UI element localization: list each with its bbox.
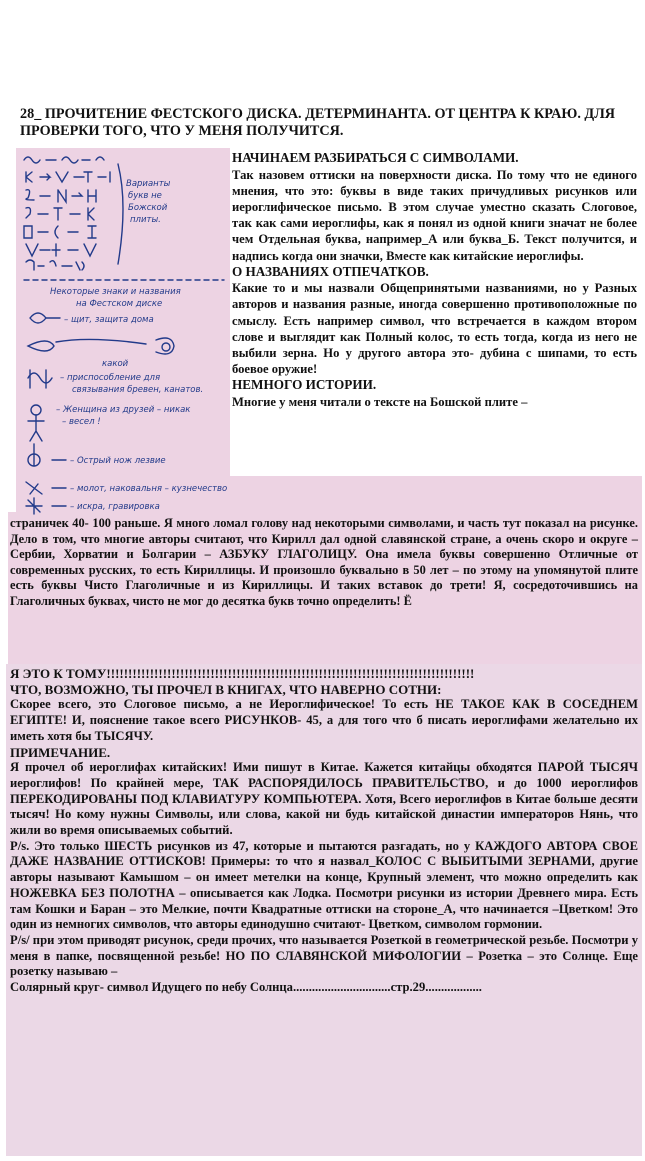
right-column — [232, 150, 637, 410]
handwritten-sketch — [16, 148, 230, 516]
sketch-note-variants-3: Божской — [128, 203, 168, 213]
section-heading: ЧТО, ВОЗМОЖНО, ТЫ ПРОЧЕЛ В КНИГАХ, ЧТО НАВЕРНО СОТНИ: — [10, 681, 442, 697]
section-text: Так назовем оттиски на поверхности диска. По тому что не единого мнения, что это: буквы в виде таких причудливых рисунков или иероглифическое письмо. В этом случае уместно сказать Слоговое, так как сами иероглифы, как я понял из одной книги значат не более чем Отдельная буква, например_А или буква_Б. Текст получится, и надпись когда они значки, Вместе как китайские иероглифы. — [232, 167, 637, 263]
glyph-row-icon — [24, 157, 104, 163]
history-paragraph — [10, 516, 638, 610]
sketch-drawing — [16, 148, 230, 516]
shield-icon — [30, 313, 60, 323]
woman-figure-icon — [28, 405, 44, 441]
section-text: Я прочел об иероглифах китайских! Ими пишут в Китае. Кажется китайцы обходятся ПАРОЙ ТЫСЯЧ иероглифов! По крайней мере, ТАК РАСПОРЯДИЛОСЬ ПРАВИТЕЛЬСТВО, и до 1000 иероглифов ПЕРЕКОДИРОВАНЫ ПОД КЛАВИАТУРУ КОМПЬЮТЕРА. Хотя, Всего иероглифов в Китае больше десяти тысяч! Но кому нужны Символы, или слова, какой ни будь китайской династии императоров Нянь, что жили во время описываемых событий. — [10, 760, 638, 838]
sketch-item-2: связывания бревен, канатов. — [72, 385, 204, 395]
page-footer: Солярный круг- символ Идущего по небу Солнца...............................стр.29.................. — [10, 980, 482, 995]
sketch-item: – молот, наковальня – кузнечество — [70, 484, 228, 494]
sketch-item: – искра, гравировка — [70, 502, 160, 512]
page-title: 28_ ПРОЧИТЕНИЕ ФЕСТСКОГО ДИСКА. ДЕТЕРМИНАНТА. ОТ ЦЕНТРА К КРАЮ. ДЛЯ ПРОВЕРКИ ТОГО, ЧТО У МЕНЯ ПОЛУЧИТСЯ. — [20, 106, 616, 139]
section-text: Многие у меня читали о тексте на Бошской плите – — [232, 394, 528, 409]
sketch-item: – щит, защита дома — [64, 315, 154, 325]
section-heading: О НАЗВАНИЯХ ОТПЕЧАТКОВ. — [232, 263, 429, 279]
sketch-note-variants-2: букв не — [128, 191, 162, 201]
section-text: P/s/ при этом приводят рисунок, среди прочих, что называется Розеткой в геометрической резьбе. Посмотри у меня в папке, посвященной резьбе! НО ПО СЛАВЯНСКОЙ МИФОЛОГИИ – Розетка – это Солнце. Еще розетку называю – — [10, 932, 638, 979]
sketch-note-names-2: на Фестском диске — [76, 299, 163, 309]
glyph-row-icon — [24, 226, 96, 238]
sketch-item: – Женщина из друзей – никак — [56, 405, 191, 415]
lower-section — [10, 666, 638, 996]
section-text: Скорее всего, это Слоговое письмо, а не Иероглифическое! То есть НЕ ТАКОЕ КАК В СОСЕДНЕМ ЕГИПТЕ! И, пояснение такое всего РИСУНКОВ- 45, а для того что б писать иероглифами желательно их иметь хотя бы ТЫСЯЧУ. — [10, 697, 638, 743]
hammer-icon — [26, 482, 42, 494]
sketch-note-names: Некоторые знаки и названия — [50, 287, 181, 297]
sketch-item: – Острый нож лезвие — [70, 456, 166, 466]
section-text: страничек 40- 100 раньше. Я много ломал голову над некоторыми символами, и часть тут показал на рисунке. Дело в том, что многие авторы считают, что Кирилл дал одной славянской стране, а очень скоро и округе – Сербии, Хорватии и Болгарии – АЗБУКУ ГЛАГОЛИЦУ. Она имела буквы совершенно Отличные от современных русских, то есть Кириллицы. И произошло буквально в 50 лет – по этому на упомянутой плите есть буквы Чисто Глаголичные и из Кириллицы. И таких вставок до трети! Я, сосредоточившись на Глаголичных буквах, чисто не мог до десятка букв точно определить! Ё — [10, 516, 638, 608]
section-heading: НАЧИНАЕМ РАЗБИРАТЬСЯ С СИМВОЛАМИ. — [232, 150, 519, 165]
exclaim-line: Я ЭТО К ТОМУ!!!!!!!!!!!!!!!!!!!!!!!!!!!!!!!!!!!!!!!!!!!!!!!!!!!!!!!!!!!!!!!!!!!!!!!!!!!!!!!!!!!!! — [10, 666, 475, 681]
glyph-row-icon — [26, 190, 96, 202]
sketch-item: – приспособление для — [60, 373, 161, 383]
glyph-row-icon — [26, 244, 96, 256]
sketch-note-variants-4: плиты. — [130, 215, 161, 225]
sketch-note-variants: Варианты — [126, 179, 171, 189]
section-text: P/s. Это только ШЕСТЬ рисунков из 47, которые и пытаются разгадать, но у КАЖДОГО АВТОРА СВОЕ ДАЖЕ НАЗВАНИЕ ОТТИСКОВ! Примеры: то что я назвал_КОЛОС С ВЫБИТЫМИ ЗЕРНАМИ, другие авторы называют Камышом – он имеет метелки на конце, Крупный элемент, что можно определить как НОЖЕВКА БЕЗ ПОЛОТНА – описывается как Лодка. Посмотри рисунки из истории Древнего мира. Есть там Кошки и Баран – это Мелкие, почти Квадратные оттиски на стороне_А, что начинается –Цветком! Это один из немногих символов, что авторы единодушно считают- Цветком, символом гормонии. — [10, 838, 638, 932]
knife-icon — [28, 444, 40, 466]
sketch-item: какой — [102, 359, 129, 369]
rope-icon — [28, 370, 52, 388]
sketch-item-3: – весел ! — [62, 417, 101, 427]
note-heading: ПРИМЕЧАНИЕ. — [10, 744, 111, 760]
glyph-row-icon — [26, 208, 94, 220]
ear-icon — [28, 338, 174, 354]
glyph-row-icon — [26, 172, 110, 182]
section-heading: НЕМНОГО ИСТОРИИ. — [232, 377, 377, 393]
spark-icon — [26, 498, 42, 514]
glyph-row-icon — [26, 260, 84, 270]
section-text: Какие то и мы назвали Общепринятыми названиями, но у Разных авторов и названия разные, иногда совершенно противоположные по смыслу. Есть например символ, что встречается в каждом втором слове и выглядит как Полный колос, то есть тогда, когда из него не выбили зерна. Но у другого автора это- дубина с шипами, то есть боевое оружие! — [232, 281, 637, 377]
